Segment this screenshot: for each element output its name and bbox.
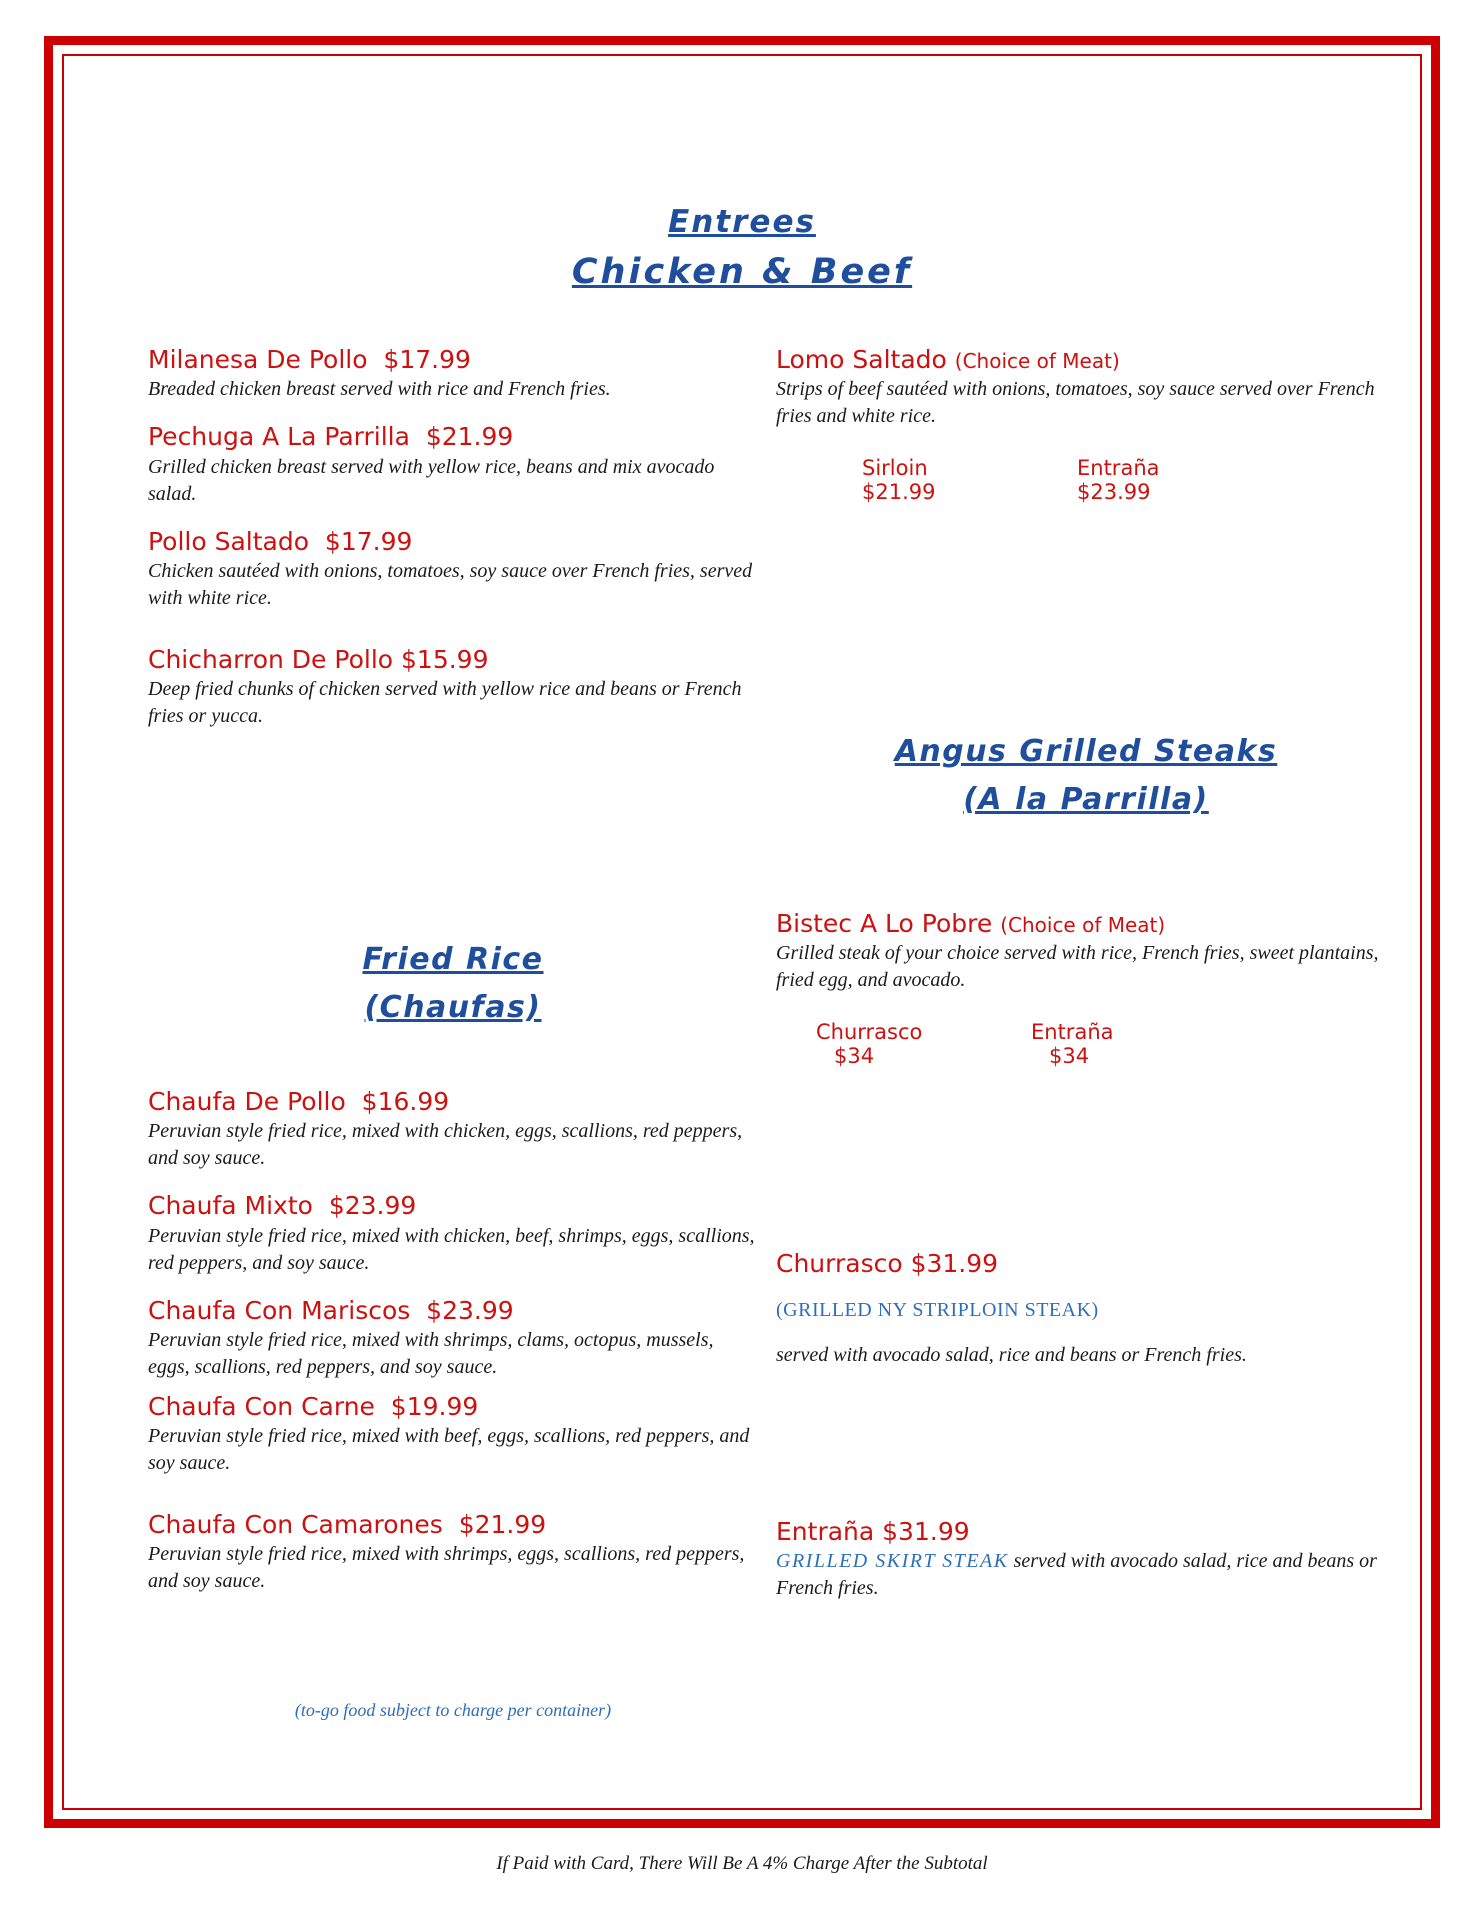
- menu-item-chaufa-con-camarones: [148, 1509, 758, 1595]
- menu-item-name: Chaufa Con Mariscos $23.99: [148, 1295, 514, 1325]
- price-option-entrana: [1031, 1020, 1246, 1068]
- section-heading-angus-grilled-steaks: [776, 728, 1396, 824]
- left-column: [148, 344, 758, 748]
- price-option-churrasco: [816, 1020, 1031, 1068]
- to-go-note: (to-go food subject to charge per container): [294, 1700, 612, 1720]
- menu-border-inner: [62, 54, 1422, 1810]
- menu-item-milanesa-de-pollo: [148, 344, 758, 403]
- menu-item-pechuga-a-la-parrilla: [148, 421, 758, 507]
- churrasco-block: [776, 1248, 1396, 1387]
- menu-item-name: [776, 908, 1396, 939]
- menu-item-description: Peruvian style fried rice, mixed with chicken, beef, shrimps, eggs, scallions, red peppers, and soy sauce.: [148, 1224, 755, 1274]
- menu-item-churrasco: [776, 1248, 1396, 1369]
- entrana-block: [776, 1516, 1396, 1604]
- menu-item-chaufa-mixto: [148, 1190, 758, 1276]
- menu-item-description: served with avocado salad, rice and beans or French fries.: [776, 1344, 1247, 1367]
- menu-item-name: Chaufa Con Camarones $21.99: [148, 1510, 547, 1539]
- menu-item-name: Chaufa De Pollo $16.99: [148, 1087, 450, 1116]
- card-surcharge-note: If Paid with Card, There Will Be A 4% Charge After the Subtotal: [496, 1853, 988, 1874]
- menu-item-name: Churrasco $31.99: [776, 1249, 999, 1278]
- right-column: [776, 344, 1396, 506]
- price-option-label: Churrasco: [816, 1020, 923, 1045]
- menu-item-description: Peruvian style fried rice, mixed with beef, eggs, scallions, red peppers, and soy sauce.: [148, 1425, 750, 1474]
- bistec-price-options: [776, 1020, 1396, 1068]
- steak-title-line1: Angus Grilled Steaks: [894, 734, 1278, 769]
- menu-item-chaufa-con-carne: [148, 1391, 758, 1477]
- price-option-value: $34: [834, 1044, 875, 1069]
- menu-item-description: Breaded chicken breast served with rice and French fries.: [148, 378, 611, 401]
- menu-item-name-suffix: (Choice of Meat): [954, 349, 1120, 373]
- menu-item-name-text: Lomo Saltado: [776, 345, 947, 374]
- menu-item-description: Grilled chicken breast served with yellow rice, beans and mix avocado salad.: [148, 455, 715, 505]
- menu-item-lomo-saltado: [776, 344, 1396, 504]
- menu-item-chaufa-de-pollo: [148, 1086, 758, 1172]
- menu-item-name-text: Bistec A Lo Pobre: [776, 909, 993, 938]
- menu-item-chaufa-con-mariscos: [148, 1295, 758, 1381]
- menu-item-name: Chaufa Con Carne $19.99: [148, 1391, 479, 1421]
- section-title-chicken-beef: Chicken & Beef: [571, 252, 913, 292]
- menu-content: [64, 56, 1420, 1808]
- menu-item-name: Chicharron De Pollo $15.99: [148, 644, 489, 674]
- steak-title-line2: (A la Parrilla): [963, 782, 1209, 817]
- spacer: [148, 630, 758, 644]
- menu-item-subtitle: (GRILLED NY STRIPLOIN STEAK): [776, 1299, 1099, 1322]
- menu-item-description: Strips of beef sautéed with onions, tomatoes, soy sauce served over French fries and white rice.: [776, 378, 1375, 428]
- price-option-value: $21.99: [862, 480, 936, 505]
- chaufa-list: [148, 1086, 758, 1605]
- menu-item-name-suffix: (Choice of Meat): [1000, 913, 1166, 937]
- menu-item-description-text: served with avocado salad, rice and beans or French fries.: [776, 1550, 1377, 1600]
- menu-border-outer: [44, 36, 1440, 1828]
- menu-item-description: Deep fried chunks of chicken served with yellow rice and beans or French fries or yucca.: [148, 678, 742, 727]
- menu-item-name: [776, 344, 1396, 375]
- page-title: Entrees: [668, 204, 816, 240]
- menu-item-name: Chaufa Mixto $23.99: [148, 1191, 417, 1221]
- menu-item-bistec-a-lo-pobre: [776, 908, 1396, 1068]
- menu-item-description: [776, 1548, 1396, 1602]
- menu-item-name: Pechuga A La Parrilla $21.99: [148, 422, 514, 452]
- price-option-sirloin: [862, 456, 1077, 504]
- menu-item-description: Chicken sautéed with onions, tomatoes, soy sauce over French fries, served with white rice.: [148, 559, 753, 609]
- fried-rice-title-line2: (Chaufas): [364, 990, 542, 1025]
- price-option-value: $23.99: [1077, 480, 1151, 505]
- section-heading-fried-rice: [148, 936, 758, 1032]
- menu-item-entrana: [776, 1516, 1396, 1602]
- price-option-label: Sirloin: [862, 456, 928, 481]
- price-option-value: $34: [1049, 1044, 1090, 1069]
- price-option-entrana: [1077, 456, 1292, 504]
- menu-item-name: Milanesa De Pollo $17.99: [148, 345, 471, 374]
- menu-item-name: Entraña $31.99: [776, 1517, 970, 1546]
- price-option-label: Entraña: [1077, 456, 1160, 481]
- menu-item-description: Grilled steak of your choice served with rice, French fries, sweet plantains, fried egg, and avocado.: [776, 942, 1379, 992]
- bistec-block: [776, 908, 1396, 1070]
- price-option-label: Entraña: [1031, 1020, 1114, 1045]
- menu-item-subtitle: GRILLED SKIRT STEAK: [776, 1550, 1009, 1573]
- spacer: [148, 1495, 758, 1509]
- menu-item-pollo-saltado: [148, 526, 758, 612]
- menu-item-description: Peruvian style fried rice, mixed with chicken, eggs, scallions, red peppers, and soy sauce.: [148, 1120, 743, 1170]
- lomo-saltado-price-options: [776, 456, 1396, 504]
- menu-item-description: Peruvian style fried rice, mixed with shrimps, eggs, scallions, red peppers, and soy sauce.: [148, 1543, 745, 1593]
- fried-rice-title-line1: Fried Rice: [362, 942, 544, 977]
- menu-item-description: Peruvian style fried rice, mixed with shrimps, clams, octopus, mussels, eggs, scallions, red peppers, and soy sauce.: [148, 1328, 714, 1378]
- menu-item-chicharron-de-pollo: [148, 644, 758, 730]
- menu-item-name: Pollo Saltado $17.99: [148, 526, 413, 556]
